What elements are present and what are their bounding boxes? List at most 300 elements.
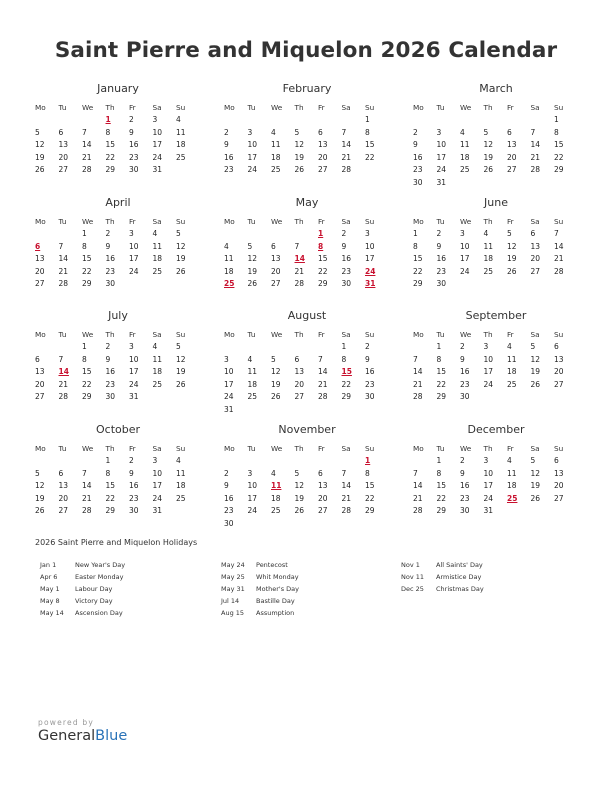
holiday-date: Jul 14	[221, 597, 240, 605]
day-cell: 18	[460, 152, 470, 162]
day-cell: 23	[460, 493, 470, 503]
day-cell: 9	[413, 140, 418, 150]
day-cell: 23	[365, 379, 375, 389]
day-cell: 28	[554, 266, 564, 276]
day-cell: 21	[413, 379, 423, 389]
day-cell: 1	[341, 342, 347, 351]
day-cell: 4	[483, 229, 489, 238]
day-cell: 11	[507, 468, 517, 478]
day-cell: 4	[224, 241, 229, 251]
day-cell: 11	[247, 367, 258, 377]
day-cell: 13	[35, 254, 45, 264]
empty-cell	[318, 341, 342, 354]
day-cell: 15	[318, 254, 328, 264]
day-grid	[35, 114, 201, 177]
day-grid	[35, 341, 201, 404]
month-name: May	[295, 196, 319, 209]
empty-cell	[248, 114, 272, 127]
holiday-date: May 25	[221, 573, 245, 581]
holiday-name: Christmas Day	[436, 585, 484, 593]
weekday-label: Mo	[413, 103, 424, 112]
day-cell: 8	[105, 127, 111, 137]
day-cell: 2	[224, 468, 229, 478]
empty-cell	[59, 341, 83, 354]
day-cell: 27	[507, 165, 517, 175]
day-cell: 2	[365, 342, 370, 351]
day-cell: 24	[152, 152, 163, 162]
day-grid	[413, 114, 579, 190]
weekday-label: Th	[483, 444, 493, 453]
day-cell: 31	[152, 506, 163, 516]
day-cell: 17	[460, 254, 470, 264]
holiday-date: Aug 15	[221, 609, 245, 617]
weekday-header	[413, 215, 579, 228]
day-cell: 20	[507, 152, 517, 162]
day-cell: 15	[365, 140, 375, 150]
day-cell: 24	[483, 379, 494, 389]
holiday-date: Nov 11	[401, 573, 425, 581]
day-cell: 14	[413, 367, 423, 377]
month-april	[35, 195, 201, 291]
weekday-label: Su	[365, 103, 375, 112]
day-cell: 23	[129, 152, 139, 162]
day-cell: 24	[129, 266, 139, 276]
day-cell: 8	[82, 241, 87, 251]
day-grid	[35, 455, 201, 518]
day-cell: 8	[365, 468, 370, 478]
weekday-label: Th	[105, 330, 115, 339]
day-cell: 4	[152, 229, 158, 238]
day-cell: 10	[247, 140, 258, 150]
day-cell: 16	[460, 481, 470, 491]
day-cell: 31	[224, 404, 234, 414]
day-cell: 4	[176, 456, 181, 465]
holiday-row	[40, 607, 125, 619]
day-cell: 26	[483, 165, 494, 175]
day-cell: 5	[35, 468, 40, 478]
day-cell: 29	[413, 279, 423, 289]
empty-cell	[295, 228, 319, 241]
day-cell: 21	[341, 493, 352, 503]
brand-name-part2: Blue	[95, 728, 128, 744]
weekday-label: Fr	[129, 444, 136, 453]
day-cell: 11	[152, 354, 163, 364]
holiday-name: All Saints' Day	[436, 561, 483, 569]
day-cell: 20	[318, 493, 328, 503]
day-cell: 27	[554, 379, 564, 389]
weekday-label: Tu	[436, 103, 445, 112]
day-cell: 20	[35, 266, 45, 276]
weekday-header	[224, 328, 390, 341]
day-cell: 6	[58, 127, 64, 137]
holiday-date: May 8	[40, 597, 60, 605]
day-cell: 27	[318, 165, 328, 175]
day-cell: 24	[224, 392, 234, 402]
holiday-date: Apr 6	[40, 573, 58, 581]
holiday-column	[221, 559, 299, 619]
day-cell: 28	[530, 165, 541, 175]
holiday-name: Ascension Day	[75, 609, 123, 617]
weekday-label: We	[82, 444, 94, 453]
empty-cell	[318, 114, 342, 127]
holiday-name: Mother's Day	[256, 585, 299, 593]
day-cell: 1	[436, 456, 442, 465]
weekday-label: Mo	[35, 217, 46, 226]
day-cell: 29	[436, 506, 447, 516]
day-cell: 29	[82, 279, 92, 289]
day-cell: 5	[294, 127, 300, 137]
empty-cell	[224, 341, 248, 354]
empty-cell	[342, 455, 366, 468]
empty-cell	[224, 228, 248, 241]
day-cell: 24	[247, 506, 258, 516]
day-cell: 21	[318, 379, 328, 389]
day-cell: 26	[271, 392, 281, 402]
day-cell: 8	[105, 468, 111, 478]
day-cell: 7	[82, 127, 87, 137]
day-cell: 28	[82, 506, 92, 516]
holiday-row	[40, 559, 125, 571]
day-grid	[413, 228, 579, 291]
day-cell: 10	[152, 468, 163, 478]
day-cell: 25	[152, 379, 163, 389]
month-name: July	[108, 309, 128, 322]
holiday-name: Easter Monday	[75, 573, 124, 581]
day-cell: 26	[247, 279, 258, 289]
day-cell: 28	[341, 506, 352, 516]
weekday-label: Fr	[318, 444, 325, 453]
weekday-label: Su	[176, 103, 186, 112]
day-cell: 12	[35, 481, 45, 491]
day-cell: 7	[318, 354, 323, 364]
day-cell: 25	[460, 165, 470, 175]
holiday-date: Jan 1	[40, 561, 57, 569]
day-cell: 2	[341, 229, 347, 238]
holiday-date: Dec 25	[401, 585, 424, 593]
weekday-label: Su	[554, 103, 564, 112]
empty-cell	[460, 114, 484, 127]
weekday-header	[35, 101, 201, 114]
day-cell: 6	[318, 127, 323, 137]
weekday-label: Sa	[530, 217, 540, 226]
day-cell: 18	[176, 140, 186, 150]
empty-cell	[271, 228, 295, 241]
holiday-row	[221, 595, 299, 607]
day-cell: 28	[82, 165, 92, 175]
day-cell: 17	[247, 493, 258, 503]
day-cell: 10	[129, 354, 139, 364]
day-cell: 5	[247, 241, 253, 251]
day-cell: 4	[247, 354, 253, 364]
day-cell: 20	[530, 254, 541, 264]
day-cell: 6	[35, 354, 40, 364]
day-cell: 3	[483, 456, 489, 465]
holiday-day-cell: 14	[294, 254, 305, 264]
day-cell: 30	[105, 279, 116, 289]
empty-cell	[35, 455, 59, 468]
weekday-label: Fr	[318, 330, 325, 339]
day-cell: 22	[413, 266, 423, 276]
weekday-header	[224, 442, 390, 455]
day-cell: 1	[365, 115, 370, 124]
day-cell: 13	[554, 468, 564, 478]
day-cell: 23	[224, 506, 234, 516]
empty-cell	[413, 455, 437, 468]
day-cell: 20	[294, 379, 305, 389]
brand-logo[interactable]	[38, 718, 127, 744]
day-cell: 2	[105, 342, 111, 351]
month-july	[35, 308, 201, 404]
day-cell: 9	[460, 468, 465, 478]
holiday-day-cell: 24	[365, 266, 376, 276]
day-cell: 3	[247, 127, 253, 137]
day-cell: 15	[436, 481, 447, 491]
day-cell: 25	[271, 506, 281, 516]
day-cell: 27	[294, 392, 305, 402]
weekday-label: Su	[176, 217, 186, 226]
day-cell: 9	[105, 354, 111, 364]
day-cell: 11	[176, 127, 186, 137]
day-cell: 8	[554, 127, 559, 137]
empty-cell	[35, 341, 59, 354]
empty-cell	[82, 455, 106, 468]
weekday-label: We	[460, 103, 472, 112]
weekday-label: Mo	[224, 103, 235, 112]
day-cell: 9	[129, 127, 134, 137]
day-cell: 1	[554, 115, 559, 124]
day-cell: 6	[318, 468, 323, 478]
weekday-label: Su	[365, 330, 375, 339]
empty-cell	[59, 114, 83, 127]
month-name: February	[282, 82, 332, 95]
day-grid	[413, 455, 579, 518]
holiday-row	[221, 583, 299, 595]
day-cell: 7	[82, 468, 87, 478]
empty-cell	[224, 455, 248, 468]
day-cell: 1	[105, 456, 111, 465]
empty-cell	[35, 114, 59, 127]
day-cell: 20	[318, 152, 328, 162]
empty-cell	[271, 341, 295, 354]
day-cell: 6	[58, 468, 64, 478]
empty-cell	[318, 455, 342, 468]
weekday-label: We	[271, 103, 283, 112]
day-cell: 19	[483, 152, 494, 162]
day-cell: 3	[460, 229, 465, 238]
day-cell: 15	[82, 254, 92, 264]
day-cell: 25	[152, 266, 163, 276]
day-grid	[413, 341, 579, 404]
day-cell: 2	[460, 342, 465, 351]
day-cell: 10	[483, 354, 494, 364]
day-cell: 20	[554, 481, 564, 491]
day-cell: 25	[271, 165, 281, 175]
day-cell: 11	[224, 254, 234, 264]
day-cell: 30	[341, 279, 352, 289]
day-cell: 2	[460, 456, 465, 465]
day-cell: 18	[507, 481, 517, 491]
empty-cell	[82, 114, 106, 127]
weekday-label: Tu	[58, 444, 67, 453]
day-cell: 6	[507, 127, 512, 137]
empty-cell	[59, 455, 83, 468]
day-cell: 5	[176, 342, 181, 351]
day-cell: 18	[271, 493, 281, 503]
day-cell: 4	[271, 127, 276, 137]
weekday-label: Mo	[35, 330, 46, 339]
empty-cell	[59, 228, 83, 241]
empty-cell	[248, 455, 272, 468]
day-cell: 24	[460, 266, 470, 276]
day-cell: 7	[413, 468, 418, 478]
holiday-day-cell: 1	[318, 229, 324, 238]
empty-cell	[295, 114, 319, 127]
day-cell: 21	[82, 152, 92, 162]
weekday-label: We	[271, 330, 283, 339]
empty-cell	[248, 341, 272, 354]
weekday-label: Tu	[247, 217, 256, 226]
day-cell: 3	[129, 229, 134, 238]
day-cell: 27	[530, 266, 541, 276]
day-cell: 11	[460, 140, 470, 150]
holiday-day-cell: 11	[271, 481, 282, 491]
day-cell: 7	[341, 127, 347, 137]
day-cell: 12	[530, 468, 541, 478]
day-cell: 21	[58, 379, 69, 389]
day-cell: 10	[152, 127, 163, 137]
day-cell: 19	[294, 152, 305, 162]
holiday-date: May 24	[221, 561, 245, 569]
weekday-label: Mo	[35, 103, 46, 112]
day-cell: 21	[82, 493, 92, 503]
day-cell: 12	[176, 241, 186, 251]
day-cell: 27	[35, 392, 45, 402]
weekday-label: Th	[294, 103, 304, 112]
holiday-date: May 14	[40, 609, 64, 617]
day-cell: 27	[58, 506, 69, 516]
empty-cell	[295, 455, 319, 468]
day-cell: 19	[294, 493, 305, 503]
month-name: June	[484, 196, 508, 209]
day-cell: 18	[483, 254, 494, 264]
day-cell: 15	[554, 140, 564, 150]
day-cell: 16	[436, 254, 447, 264]
weekday-header	[224, 101, 390, 114]
weekday-label: Fr	[507, 103, 514, 112]
holiday-day-cell: 15	[341, 367, 352, 377]
day-cell: 30	[460, 506, 470, 516]
weekday-label: Th	[483, 103, 493, 112]
empty-cell	[271, 114, 295, 127]
day-grid	[35, 228, 201, 291]
day-cell: 31	[152, 165, 163, 175]
day-cell: 18	[152, 367, 163, 377]
day-cell: 15	[105, 140, 116, 150]
weekday-label: Tu	[436, 330, 445, 339]
day-cell: 7	[294, 241, 300, 251]
holiday-name: Pentecost	[256, 561, 288, 569]
month-january	[35, 81, 201, 177]
weekday-label: Sa	[341, 103, 351, 112]
day-cell: 28	[58, 279, 69, 289]
holiday-name: Victory Day	[75, 597, 113, 605]
month-september	[413, 308, 579, 404]
weekday-label: Mo	[413, 444, 424, 453]
day-cell: 5	[530, 456, 536, 465]
day-cell: 24	[152, 493, 163, 503]
day-cell: 6	[554, 342, 559, 351]
day-cell: 24	[483, 493, 494, 503]
month-october	[35, 422, 201, 518]
day-cell: 23	[105, 266, 116, 276]
day-cell: 13	[35, 367, 45, 377]
holiday-day-cell: 14	[58, 367, 69, 377]
holiday-row	[40, 583, 125, 595]
holiday-row	[221, 607, 299, 619]
holiday-date: May 31	[221, 585, 245, 593]
day-cell: 29	[365, 506, 375, 516]
day-cell: 11	[152, 241, 163, 251]
day-cell: 17	[129, 367, 139, 377]
weekday-label: Sa	[530, 444, 540, 453]
day-cell: 22	[365, 493, 375, 503]
day-cell: 8	[413, 241, 418, 251]
day-cell: 13	[58, 481, 69, 491]
weekday-label: Th	[294, 217, 304, 226]
holiday-day-cell: 31	[365, 279, 376, 289]
weekday-label: Th	[294, 444, 304, 453]
day-cell: 2	[129, 115, 134, 124]
weekday-label: We	[82, 103, 94, 112]
holiday-day-cell: 25	[224, 279, 235, 289]
day-cell: 9	[129, 468, 134, 478]
day-cell: 14	[318, 367, 328, 377]
weekday-label: Tu	[247, 330, 256, 339]
day-cell: 20	[554, 367, 564, 377]
day-cell: 5	[294, 468, 300, 478]
day-cell: 31	[129, 392, 139, 402]
day-cell: 21	[294, 266, 305, 276]
weekday-label: Sa	[152, 444, 162, 453]
month-december	[413, 422, 579, 518]
day-cell: 28	[341, 165, 352, 175]
month-name: October	[95, 423, 141, 436]
weekday-label: Mo	[413, 330, 424, 339]
day-grid	[224, 114, 390, 177]
day-cell: 2	[105, 229, 111, 238]
day-cell: 8	[436, 468, 442, 478]
weekday-label: Fr	[318, 217, 325, 226]
weekday-label: Su	[554, 330, 564, 339]
day-cell: 28	[318, 392, 328, 402]
day-cell: 19	[507, 254, 517, 264]
day-cell: 26	[530, 379, 541, 389]
weekday-label: Fr	[129, 103, 136, 112]
holiday-day-cell: 1	[105, 115, 111, 124]
day-cell: 14	[82, 481, 92, 491]
day-cell: 30	[365, 392, 375, 402]
day-cell: 22	[341, 379, 352, 389]
day-cell: 22	[82, 379, 92, 389]
weekday-header	[413, 328, 579, 341]
holiday-row	[221, 559, 299, 571]
day-cell: 16	[460, 367, 470, 377]
day-cell: 17	[152, 140, 163, 150]
day-cell: 4	[507, 342, 512, 351]
weekday-label: Su	[365, 217, 375, 226]
holiday-row	[40, 595, 125, 607]
day-cell: 1	[436, 342, 442, 351]
